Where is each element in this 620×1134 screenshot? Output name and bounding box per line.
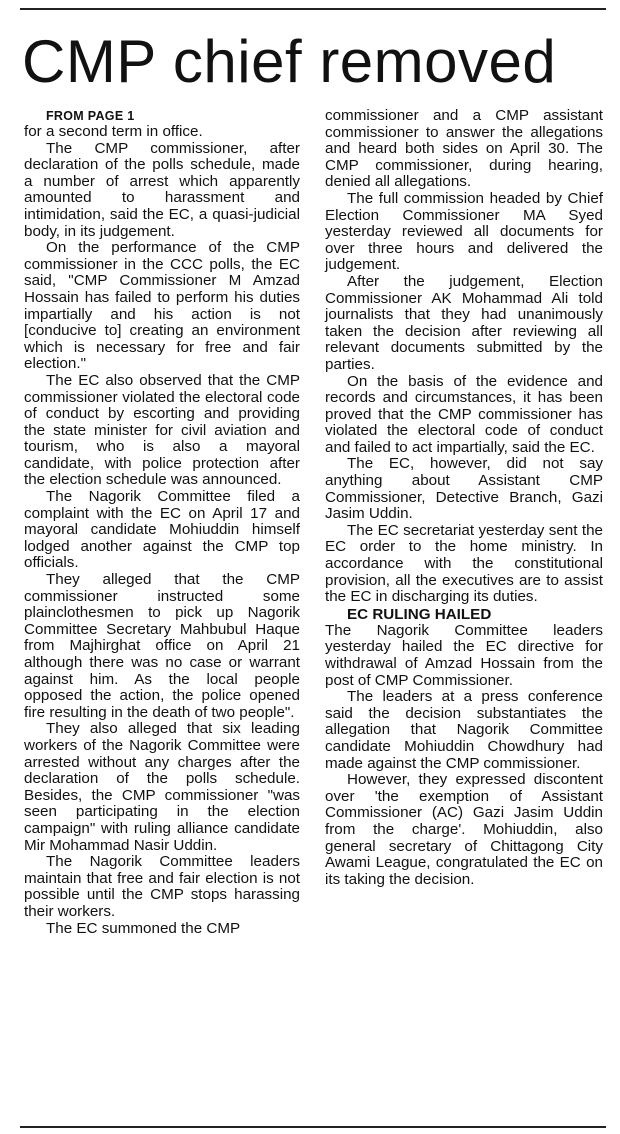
subheading: EC RULING HAILED — [347, 605, 492, 623]
paragraph: The EC secretariat yesterday sent the EC order to the home ministry. In accordance with the constitutional provision, all the executives are to assist the EC in discharging its duties. — [325, 521, 603, 606]
paragraph: The EC, however, did not say anything about Assistant CMP Commissioner, Detective Branch, Gazi Jasim Uddin. — [325, 455, 603, 523]
paragraph: On the performance of the CMP commissioner in the CCC polls, the EC said, "CMP Commissioner M Amzad Hossain has failed to perform his duties impartially and his action is not [conducive to] creating an environment which is necessary for free and fair election." — [24, 239, 300, 373]
paragraph: They alleged that the CMP commissioner instructed some plainclothesmen to pick up Nagorik Committee Secretary Mahbubul Haque from Majhirghat office on April 21 although there was no case or warrant against him. As the local people opposed the action, the police opened fire resulting in the death of two people". — [24, 571, 300, 721]
headline: CMP chief removed — [22, 28, 557, 95]
paragraph: However, they expressed discontent over 'the exemption of Assistant Commissioner (AC) Gazi Jasim Uddin from the charge'. Mohiuddin, also general secretary of Chittagong City Awami League, congratulated the EC on its taking the decision. — [325, 771, 603, 888]
paragraph: The CMP commissioner, after declaration of the polls schedule, made a number of arrest which apparently amounted to harassment and intimidation, said the EC, a quasi-judicial body, in its judgement. — [24, 139, 300, 240]
paragraph: On the basis of the evidence and records and circumstances, it has been proved that the CMP commissioner has violated the electoral code of conduct and failed to act impartially, said the EC. — [325, 372, 603, 456]
bottom-rule — [20, 1126, 606, 1128]
paragraph: They also alleged that six leading workers of the Nagorik Committee were arrested without any charges after the declaration of the polls schedule. Besides, the CMP commissioner "was seen participating in the election campaign" with ruling alliance candidate Mir Mohammad Nasir Uddin. — [24, 720, 300, 854]
paragraph: for a second term in office. — [24, 123, 203, 140]
paragraph: The Nagorik Committee leaders maintain that free and fair election is not possible until the CMP stops harassing their workers. — [24, 853, 300, 920]
article-column-right — [325, 108, 603, 888]
top-rule — [20, 8, 606, 10]
paragraph: After the judgement, Election Commissioner AK Mohammad Ali told journalists that they had unanimously taken the decision after reviewing all relevant documents submitted by the parties. — [325, 272, 603, 373]
paragraph: The EC summoned the CMP — [46, 919, 241, 937]
continuation-kicker: FROM PAGE 1 — [46, 109, 135, 123]
article-column-left — [24, 108, 300, 937]
paragraph: The Nagorik Committee filed a complaint with the EC on April 17 and mayoral candidate Mohiuddin himself lodged another against the CMP top officials. — [24, 488, 300, 572]
paragraph: The leaders at a press conference said the decision substantiates the allegation that Nagorik Committee candidate Mohiuddin Chowdhury had made against the CMP commissioner. — [325, 688, 603, 772]
paragraph: The Nagorik Committee leaders yesterday hailed the EC directive for withdrawal of Amzad Hossain from the post of CMP Commissioner. — [325, 621, 603, 689]
paragraph: commissioner and a CMP assistant commissioner to answer the allegations and heard both sides on April 30. The CMP commissioner, during hearing, denied all allegations. — [325, 107, 603, 191]
paragraph: The full commission headed by Chief Election Commissioner MA Syed yesterday reviewed all documents for over three hours and delivered the judgement. — [325, 189, 603, 274]
paragraph: The EC also observed that the CMP commissioner violated the electoral code of conduct by escorting and providing the state minister for civil aviation and tourism, who is also a mayoral candidate, with police protection after the election schedule was announced. — [24, 371, 300, 489]
